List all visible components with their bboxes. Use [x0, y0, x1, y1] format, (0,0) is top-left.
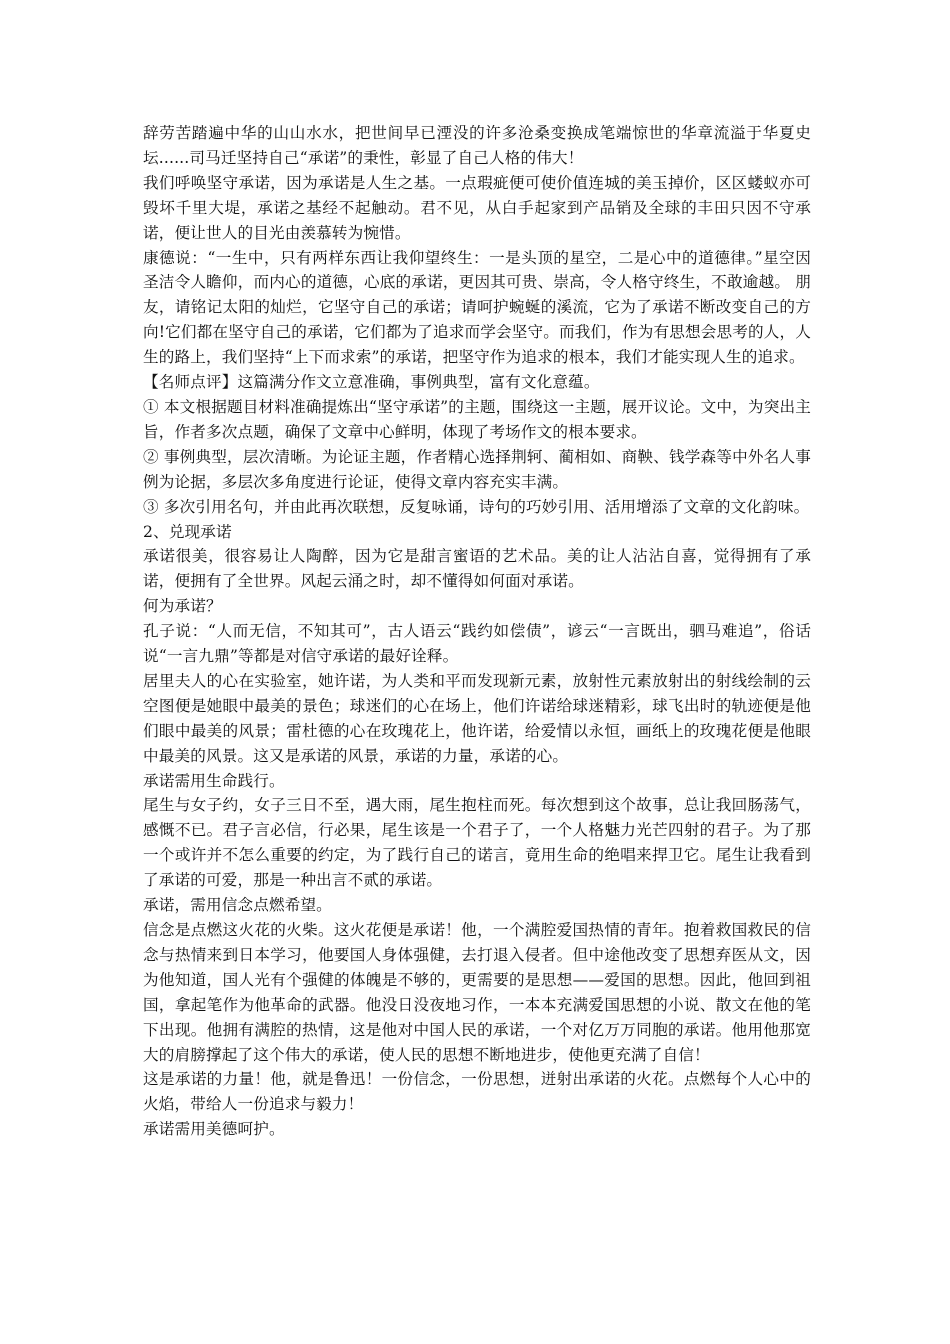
paragraph: 居里夫人的心在实验室，她许诺，为人类和平而发现新元素，放射性元素放射出的射线绘制的云空图便是她眼中最美的景色；球迷们的心在场上，他们许诺给球迷精彩，球飞出时的轨迹便是他们眼中最美的风景；雷杜德的心在玫瑰花上，他许诺，给爱情以永恒，画纸上的玫瑰花便是他眼中最美的风景。这又是承诺的风景，承诺的力量，承诺的心。: [143, 671, 811, 765]
paragraph: 承诺，需用信念点燃希望。: [143, 896, 332, 915]
paragraph: 这是承诺的力量！他，就是鲁迅！一份信念，一份思想，迸射出承诺的火花。点燃每个人心中的火焰，带给人一份追求与毅力！: [143, 1070, 811, 1114]
paragraph: 尾生与女子约，女子三日不至，遇大雨，尾生抱柱而死。每次想到这个故事，总让我回肠荡气，感慨不已。君子言必信，行必果，尾生该是一个君子了，一个人格魅力光芒四射的君子。为了那一个或许并不怎么重要的约定，为了践行自己的诺言，竟用生命的绝唱来捍卫它。尾生让我看到了承诺的可爱，那是一种出言不贰的承诺。: [143, 796, 811, 890]
paragraph: 何为承诺？: [143, 597, 222, 616]
paragraph-comment-heading: 【名师点评】这篇满分作文立意准确，事例典型，富有文化意蕴。: [143, 373, 600, 392]
document-body: [143, 121, 811, 1142]
paragraph: 承诺很美，很容易让人陶醉，因为它是甜言蜜语的艺术品。美的让人沾沾自喜，觉得拥有了承诺，便拥有了全世界。风起云涌之时，却不懂得如何面对承诺。: [143, 547, 811, 591]
paragraph: 康德说：“一生中，只有两样东西让我仰望终生：一是头顶的星空，二是心中的道德律。”星空因圣洁令人瞻仰，而内心的道德，心底的承诺，更因其可贵、崇高，令人格守终生，不敢逾越。 朋友，请铭记太阳的灿烂，它坚守自己的承诺；请呵护蜿蜒的溪流，它为了承诺不断改变自己的方向!它们都在坚守自己的承诺，它们都为了追求而学会坚守。而我们，作为有思想会思考的人，人生的路上，我们坚持“上下而求索”的承诺，把坚守作为追求的根本，我们才能实现人生的追求。: [143, 248, 811, 367]
paragraph: 我们呼唤坚守承诺，因为承诺是人生之基。一点瑕疵便可使价值连城的美玉掉价，区区蝼蚁亦可毁坏千里大堤，承诺之基经不起触动。君不见，从白手起家到产品销及全球的丰田只因不守承诺，便让世人的目光由羡慕转为惋惜。: [143, 173, 811, 242]
paragraph-comment-point: ① 本文根据题目材料准确提炼出“坚守承诺”的主题，围绕这一主题，展开议论。文中，为突出主旨，作者多次点题，确保了文章中心鲜明，体现了考场作文的根本要求。: [143, 397, 811, 441]
paragraph: 孔子说：“人而无信，不知其可”，古人语云“践约如偿债”，谚云“一言既出，驷马难追”，俗话说“一言九鼎”等都是对信守承诺的最好诠释。: [143, 622, 811, 666]
paragraph-comment-point: ③ 多次引用名句，并由此再次联想，反复咏诵，诗句的巧妙引用、活用增添了文章的文化韵味。: [143, 497, 810, 516]
paragraph: 承诺需用美德呵护。: [143, 1120, 285, 1139]
paragraph-comment-point: ② 事例典型，层次清晰。为论证主题，作者精心选择荆轲、蔺相如、商鞅、钱学森等中外名人事例为论据，多层次多角度进行论证，使得文章内容充实丰满。: [143, 447, 811, 491]
section-heading: 2、兑现承诺: [143, 522, 232, 541]
paragraph: 信念是点燃这火花的火柴。这火花便是承诺！他，一个满腔爱国热情的青年。抱着救国救民的信念与热情来到日本学习，他要国人身体强健，去打退入侵者。但中途他改变了思想弃医从文，因为他知道，国人光有个强健的体魄是不够的，更需要的是思想——爱国的思想。因此，他回到祖国，拿起笔作为他革命的武器。他没日没夜地习作，一本本充满爱国思想的小说、散文在他的笔下出现。他拥有满腔的热情，这是他对中国人民的承诺，一个对亿万万同胞的承诺。他用他那宽大的肩膀撑起了这个伟大的承诺，使人民的思想不断地进步，使他更充满了自信！: [143, 921, 811, 1064]
paragraph: 承诺需用生命践行。: [143, 771, 285, 790]
paragraph: 辞劳苦踏遍中华的山山水水，把世间早已湮没的许多沧桑变换成笔端惊世的华章流溢于华夏史坛......司马迁坚持自己“承诺”的秉性，彰显了自己人格的伟大！: [143, 124, 811, 167]
